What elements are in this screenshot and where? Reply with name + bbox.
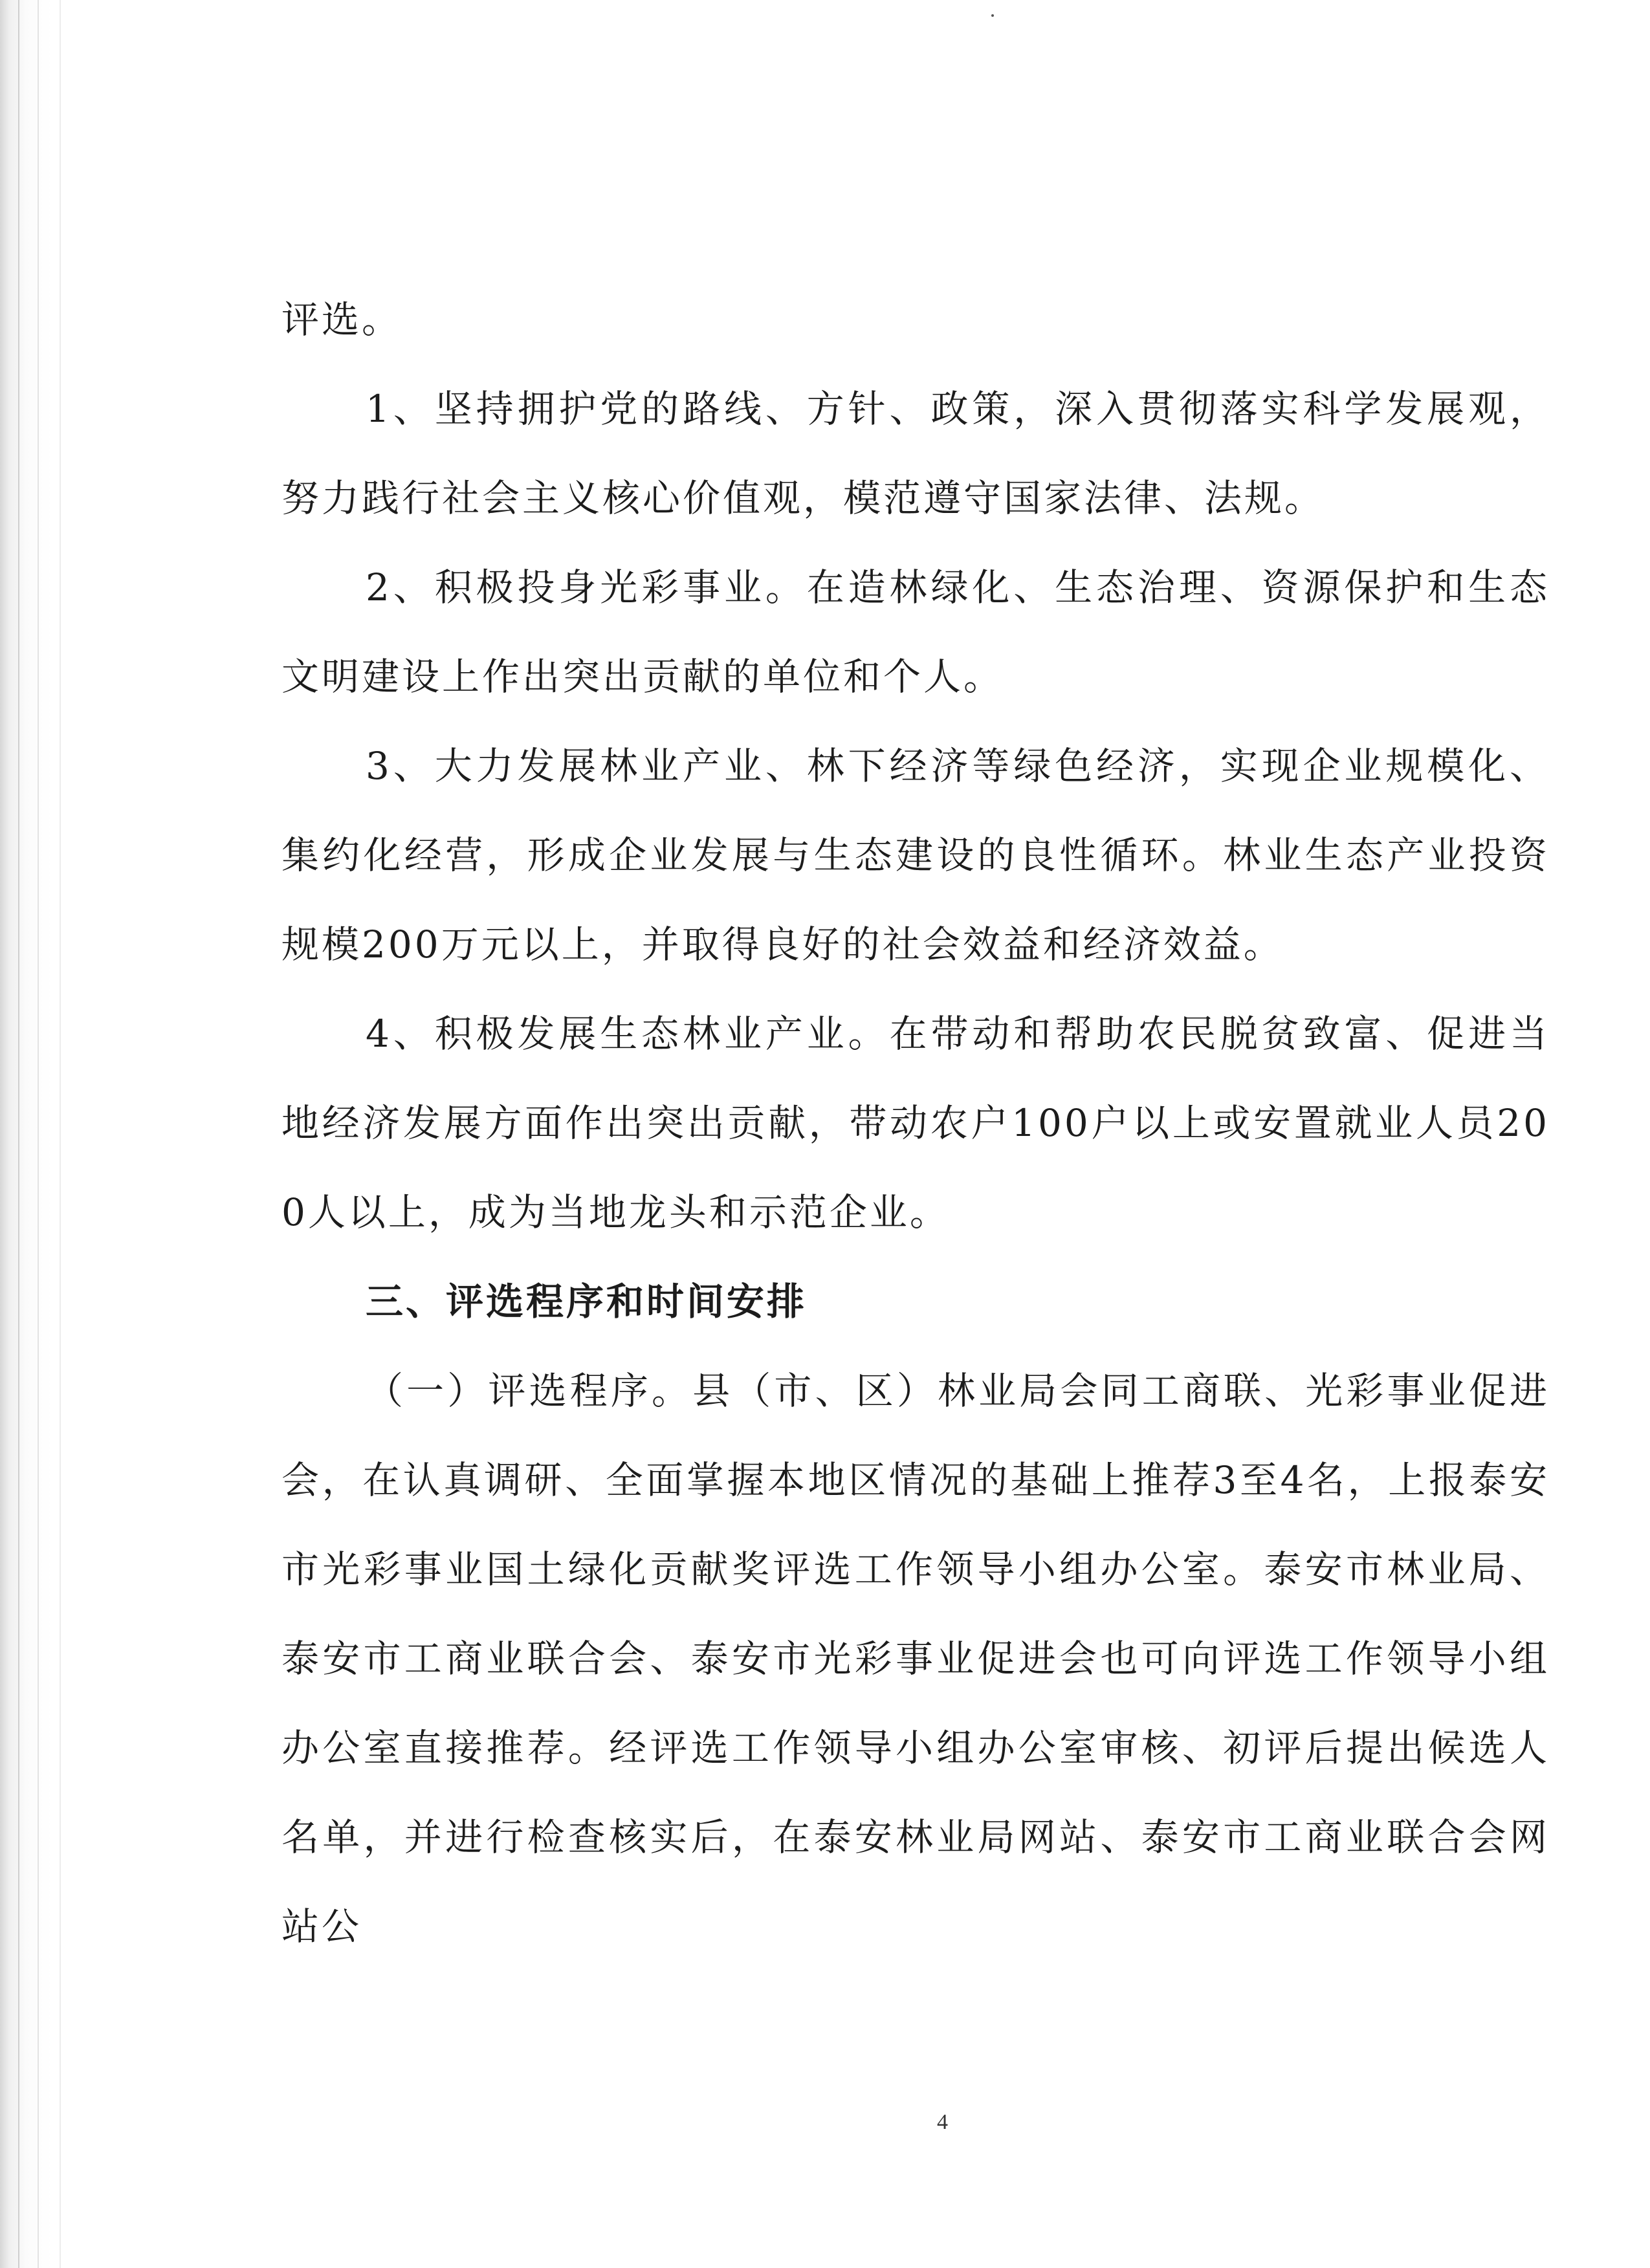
criterion-2-paragraph: 2、积极投身光彩事业。在造林绿化、生态治理、资源保护和生态文明建设上作出突出贡献的单位和个人。	[281, 565, 1550, 699]
procedure-paragraph: （一）评选程序。县（市、区）林业局会同工商联、光彩事业促进会，在认真调研、全面掌握本地区情况的基础上推荐3至4名，上报泰安市光彩事业国土绿化贡献奖评选工作领导小组办公室。泰安市林业局、泰安市工商业联合会、泰安市光彩事业促进会也可向评选工作领导小组办公室直接推荐。经评选工作领导小组办公室审核、初评后提出候选人名单，并进行检查核实后，在泰安林业局网站、泰安市工商业联合会网站公	[281, 1369, 1550, 1948]
criterion-4-paragraph: 4、积极发展生态林业产业。在带动和帮助农民脱贫致富、促进当地经济发展方面作出突出贡献，带动农户100户以上或安置就业人员200人以上，成为当地龙头和示范企业。	[281, 1012, 1550, 1234]
scan-page-edge-line	[18, 0, 19, 2268]
paragraph-continuation: 评选。	[281, 298, 402, 342]
section-heading: 三、评选程序和时间安排	[366, 1280, 808, 1324]
document-page	[78, 0, 1650, 2268]
page-number: 4	[937, 2110, 948, 2134]
criterion-1-paragraph: 1、坚持拥护党的路线、方针、政策，深入贯彻落实科学发展观，努力践行社会主义核心价值观，模范遵守国家法律、法规。	[281, 387, 1550, 520]
scan-page-edge-line	[38, 0, 39, 2268]
scan-page-edge-line	[60, 0, 61, 2268]
scan-page-stack-edge	[0, 0, 78, 2268]
document-body	[281, 275, 1550, 1971]
criterion-3-paragraph: 3、大力发展林业产业、林下经济等绿色经济，实现企业规模化、集约化经营，形成企业发展与生态建设的良性循环。林业生态产业投资规模200万元以上，并取得良好的社会效益和经济效益。	[281, 744, 1550, 966]
scan-speck	[991, 14, 994, 17]
